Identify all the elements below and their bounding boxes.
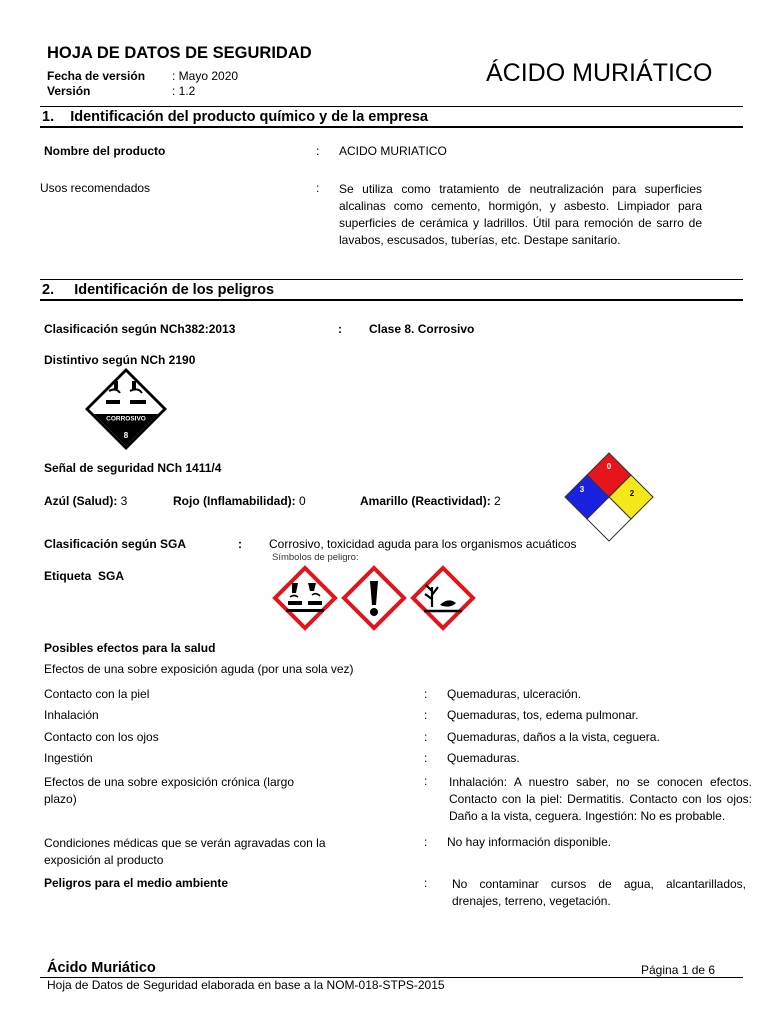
nch382-label: Clasificación según NCh382:2013 xyxy=(44,322,236,336)
product-name-value: ACIDO MURIATICO xyxy=(339,144,447,158)
row-colon: : xyxy=(424,835,428,849)
version-label: Versión xyxy=(47,84,91,98)
corrosive-diamond-icon xyxy=(84,367,168,451)
reactivity-rating xyxy=(360,494,501,508)
section2-title: 2. Identificación de los peligros xyxy=(42,282,275,298)
footer-product: Ácido Muriático xyxy=(47,960,156,976)
row-value: Quemaduras, ulceración. xyxy=(447,687,582,701)
corrosive-class-number: 8 xyxy=(123,431,129,440)
row-label: Condiciones médicas que se verán agravadas con la exposición al producto xyxy=(44,836,326,867)
footer-page-number: Página 1 de 6 xyxy=(641,963,716,977)
row-colon: : xyxy=(424,708,428,722)
nfpa-flammability-number: 0 xyxy=(606,462,612,471)
row-label: Peligros para el medio ambiente xyxy=(44,876,229,890)
row-value: Quemaduras, tos, edema pulmonar. xyxy=(447,708,639,722)
health-value: 3 xyxy=(120,494,128,508)
version-date-value: : Mayo 2020 xyxy=(172,69,239,83)
row-label: Inhalación xyxy=(44,708,99,722)
uses-label: Usos recomendados xyxy=(40,181,151,195)
uses-colon: : xyxy=(316,181,320,195)
reactivity-value: 2 xyxy=(494,494,501,508)
row-value: No hay información disponible. xyxy=(447,835,612,849)
reactivity-label: Amarillo (Reactividad): xyxy=(360,494,491,508)
section2-rule xyxy=(40,299,743,301)
nfpa-health-number: 3 xyxy=(579,485,585,494)
symbols-caption: Símbolos de peligro: xyxy=(272,552,359,563)
health-label: Azúl (Salud): xyxy=(44,494,118,508)
nch2190-label: Distintivo según NCh 2190 xyxy=(44,353,196,367)
row-value: No contaminar cursos de agua, alcantarillados, drenajes, terreno, vegetación. xyxy=(452,877,746,908)
row-value: Quemaduras. xyxy=(447,751,520,765)
row-colon: : xyxy=(424,876,428,890)
version-date-label: Fecha de versión xyxy=(47,69,146,83)
sga-label: Clasificación según SGA xyxy=(44,537,187,551)
health-effects-title: Posibles efectos para la salud xyxy=(44,641,216,655)
row-value: Quemaduras, daños a la vista, ceguera. xyxy=(447,730,660,744)
nfpa-reactivity-number: 2 xyxy=(629,489,635,498)
flammability-rating xyxy=(173,494,306,508)
health-rating xyxy=(44,494,127,508)
section2-top-rule xyxy=(40,279,743,280)
section1-title: 1. Identificación del producto químico y de la empresa xyxy=(42,109,428,125)
row-label: Efectos de una sobre exposición crónica (largo plazo) xyxy=(44,775,294,806)
ghs-environment-icon xyxy=(410,565,476,631)
row-colon: : xyxy=(424,751,428,765)
row-colon: : xyxy=(424,730,428,744)
ghs-corrosion-icon xyxy=(272,565,338,631)
sga-value: Corrosivo, toxicidad aguda para los organismos acuáticos xyxy=(269,537,577,551)
acute-effects-title: Efectos de una sobre exposición aguda (por una sola vez) xyxy=(44,662,354,676)
nch382-colon: : xyxy=(338,322,342,336)
row-colon: : xyxy=(424,687,428,701)
nch382-value: Clase 8. Corrosivo xyxy=(369,322,475,336)
document-type: HOJA DE DATOS DE SEGURIDAD xyxy=(47,44,312,62)
product-title: ÁCIDO MURIÁTICO xyxy=(486,59,713,87)
header-rule xyxy=(40,106,743,107)
product-name-label: Nombre del producto xyxy=(44,144,166,158)
row-label: Contacto con los ojos xyxy=(44,730,159,744)
flammability-value: 0 xyxy=(299,494,306,508)
row-label: Contacto con la piel xyxy=(44,687,150,701)
sga-tag-label: Etiqueta SGA xyxy=(44,569,125,583)
uses-value: Se utiliza como tratamiento de neutralización para superficies alcalinas como cemento, hormigón, y asbesto. Limpiador para superficies de cerámica y ladrillos. Útil para remoción de sarro de lavabos, escusados, tuberías, etc. Destape sanitario. xyxy=(339,182,702,247)
row-colon: : xyxy=(424,774,428,788)
section1-rule xyxy=(40,126,743,128)
footer-note: Hoja de Datos de Seguridad elaborada en base a la NOM-018-STPS-2015 xyxy=(47,978,445,992)
row-label: Ingestión xyxy=(44,751,93,765)
nch1411-label: Señal de seguridad NCh 1411/4 xyxy=(44,461,222,475)
sga-colon: : xyxy=(238,537,242,551)
row-value: Inhalación: A nuestro saber, no se conocen efectos. Contacto con la piel: Dermatitis. Contacto con los ojos: Daño a la vista, ceguera. Ingestión: No es probable. xyxy=(449,775,752,823)
version-value: : 1.2 xyxy=(172,84,196,98)
nfpa-diamond-icon xyxy=(564,452,654,542)
flammability-label: Rojo (Inflamabilidad): xyxy=(173,494,296,508)
ghs-exclamation-icon xyxy=(341,565,407,631)
product-name-colon: : xyxy=(316,144,320,158)
corrosive-label-text: CORROSIVO xyxy=(106,415,146,423)
